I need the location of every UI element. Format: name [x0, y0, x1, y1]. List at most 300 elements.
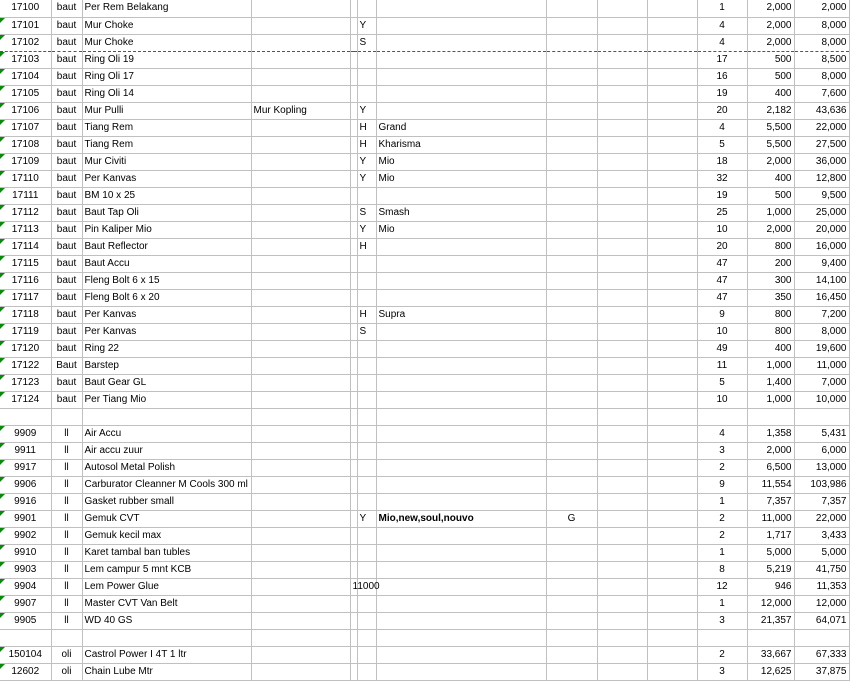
cell-total[interactable]: 36,000: [794, 153, 849, 170]
cell-unit-price[interactable]: 1,000: [747, 204, 794, 221]
cell-note[interactable]: [376, 85, 546, 102]
cell-empty[interactable]: [647, 612, 697, 629]
cell-quantity[interactable]: 3: [697, 663, 747, 680]
cell-item-name[interactable]: Fleng Bolt 6 x 20: [82, 289, 251, 306]
cell-extra[interactable]: [546, 289, 597, 306]
cell-flag[interactable]: Y: [357, 17, 376, 34]
cell-empty[interactable]: [647, 357, 697, 374]
cell-extra[interactable]: [597, 476, 647, 493]
cell-extra[interactable]: [597, 510, 647, 527]
cell-unit-price[interactable]: 11,000: [747, 510, 794, 527]
cell-note[interactable]: Smash: [376, 204, 546, 221]
cell-alias[interactable]: [251, 425, 350, 442]
cell-extra[interactable]: [597, 459, 647, 476]
cell-category[interactable]: baut: [51, 391, 82, 408]
cell-quantity[interactable]: 20: [697, 238, 747, 255]
cell-item-name[interactable]: Mur Choke: [82, 17, 251, 34]
cell-item-name[interactable]: WD 40 GS: [82, 612, 251, 629]
cell-total[interactable]: 43,636: [794, 102, 849, 119]
cell-category[interactable]: oli: [51, 663, 82, 680]
cell-code[interactable]: 17105: [0, 85, 51, 102]
cell-unit-price[interactable]: 500: [747, 51, 794, 68]
cell-empty[interactable]: [647, 459, 697, 476]
cell-price-input[interactable]: [350, 527, 357, 544]
cell-flag[interactable]: [357, 289, 376, 306]
cell-flag[interactable]: [357, 493, 376, 510]
cell-item-name[interactable]: BM 10 x 25: [82, 187, 251, 204]
cell-price-input[interactable]: [350, 238, 357, 255]
cell-unit-price[interactable]: 11,554: [747, 476, 794, 493]
cell-item-name[interactable]: Per Kanvas: [82, 323, 251, 340]
cell-unit-price[interactable]: 1,400: [747, 374, 794, 391]
cell-flag[interactable]: H: [357, 306, 376, 323]
cell-extra[interactable]: [597, 85, 647, 102]
cell-extra[interactable]: [597, 578, 647, 595]
cell-flag[interactable]: Y: [357, 510, 376, 527]
cell-extra[interactable]: [546, 85, 597, 102]
cell-quantity[interactable]: 10: [697, 323, 747, 340]
cell-alias[interactable]: [251, 153, 350, 170]
cell-flag[interactable]: S: [357, 204, 376, 221]
cell-unit-price[interactable]: 500: [747, 68, 794, 85]
cell-note[interactable]: Mio: [376, 170, 546, 187]
cell-extra[interactable]: [546, 238, 597, 255]
cell-total[interactable]: 64,071: [794, 612, 849, 629]
cell-unit-price[interactable]: 2,000: [747, 442, 794, 459]
cell-category[interactable]: ll: [51, 578, 82, 595]
cell-code[interactable]: 17100: [0, 0, 51, 17]
cell-extra[interactable]: [546, 391, 597, 408]
cell-price-input[interactable]: [350, 442, 357, 459]
cell-code[interactable]: 9901: [0, 510, 51, 527]
cell-alias[interactable]: [251, 629, 350, 646]
cell-quantity[interactable]: 47: [697, 272, 747, 289]
cell-note[interactable]: [376, 357, 546, 374]
cell-note[interactable]: Supra: [376, 306, 546, 323]
cell-extra[interactable]: [546, 272, 597, 289]
cell-extra[interactable]: G: [546, 510, 597, 527]
cell-quantity[interactable]: 2: [697, 527, 747, 544]
cell-unit-price[interactable]: 946: [747, 578, 794, 595]
cell-extra[interactable]: [597, 527, 647, 544]
cell-price-input[interactable]: [350, 0, 357, 17]
cell-alias[interactable]: [251, 459, 350, 476]
cell-extra[interactable]: [546, 408, 597, 425]
cell-total[interactable]: 37,875: [794, 663, 849, 680]
cell-total[interactable]: 13,000: [794, 459, 849, 476]
cell-extra[interactable]: [546, 612, 597, 629]
cell-code[interactable]: 17109: [0, 153, 51, 170]
cell-total[interactable]: 7,357: [794, 493, 849, 510]
cell-quantity[interactable]: 1: [697, 544, 747, 561]
cell-flag[interactable]: [357, 612, 376, 629]
cell-empty[interactable]: [647, 323, 697, 340]
cell-note[interactable]: [376, 17, 546, 34]
cell-flag[interactable]: [357, 425, 376, 442]
cell-alias[interactable]: [251, 323, 350, 340]
cell-unit-price[interactable]: 2,182: [747, 102, 794, 119]
cell-quantity[interactable]: 32: [697, 170, 747, 187]
cell-item-name[interactable]: Master CVT Van Belt: [82, 595, 251, 612]
cell-extra[interactable]: [597, 357, 647, 374]
cell-quantity[interactable]: 20: [697, 102, 747, 119]
cell-price-input[interactable]: [350, 459, 357, 476]
cell-category[interactable]: baut: [51, 323, 82, 340]
cell-alias[interactable]: [251, 272, 350, 289]
cell-empty[interactable]: [647, 221, 697, 238]
cell-extra[interactable]: [546, 306, 597, 323]
cell-extra[interactable]: [546, 255, 597, 272]
cell-note[interactable]: [376, 391, 546, 408]
cell-price-input[interactable]: [350, 102, 357, 119]
cell-item-name[interactable]: Barstep: [82, 357, 251, 374]
cell-empty[interactable]: [647, 578, 697, 595]
cell-category[interactable]: baut: [51, 272, 82, 289]
cell-empty[interactable]: [647, 119, 697, 136]
cell-category[interactable]: ll: [51, 493, 82, 510]
cell-total[interactable]: 25,000: [794, 204, 849, 221]
cell-total[interactable]: 12,800: [794, 170, 849, 187]
cell-note[interactable]: [376, 425, 546, 442]
cell-item-name[interactable]: Tiang Rem: [82, 136, 251, 153]
cell-category[interactable]: oli: [51, 646, 82, 663]
cell-extra[interactable]: [597, 561, 647, 578]
cell-flag[interactable]: [357, 544, 376, 561]
cell-quantity[interactable]: 3: [697, 442, 747, 459]
cell-quantity[interactable]: 8: [697, 561, 747, 578]
cell-empty[interactable]: [647, 391, 697, 408]
cell-note[interactable]: [376, 374, 546, 391]
cell-alias[interactable]: [251, 374, 350, 391]
cell-code[interactable]: 17111: [0, 187, 51, 204]
cell-code[interactable]: 17122: [0, 357, 51, 374]
cell-flag[interactable]: [357, 272, 376, 289]
cell-code[interactable]: 9916: [0, 493, 51, 510]
cell-extra[interactable]: [546, 476, 597, 493]
cell-item-name[interactable]: Pin Kaliper Mio: [82, 221, 251, 238]
cell-empty[interactable]: [647, 493, 697, 510]
cell-empty[interactable]: [647, 34, 697, 51]
cell-price-input[interactable]: [350, 119, 357, 136]
cell-category[interactable]: ll: [51, 442, 82, 459]
cell-extra[interactable]: [546, 221, 597, 238]
cell-alias[interactable]: [251, 408, 350, 425]
cell-price-input[interactable]: [350, 221, 357, 238]
cell-code[interactable]: 17117: [0, 289, 51, 306]
cell-unit-price[interactable]: 2,000: [747, 17, 794, 34]
cell-flag[interactable]: [357, 357, 376, 374]
cell-note[interactable]: [376, 663, 546, 680]
cell-total[interactable]: 5,431: [794, 425, 849, 442]
cell-extra[interactable]: [546, 102, 597, 119]
cell-quantity[interactable]: 9: [697, 476, 747, 493]
cell-price-input[interactable]: [350, 374, 357, 391]
cell-extra[interactable]: [597, 663, 647, 680]
cell-extra[interactable]: [546, 204, 597, 221]
cell-empty[interactable]: [647, 289, 697, 306]
cell-extra[interactable]: [546, 357, 597, 374]
cell-alias[interactable]: [251, 68, 350, 85]
cell-category[interactable]: ll: [51, 612, 82, 629]
cell-code[interactable]: 17115: [0, 255, 51, 272]
cell-extra[interactable]: [597, 204, 647, 221]
cell-unit-price[interactable]: 33,667: [747, 646, 794, 663]
cell-code[interactable]: 17118: [0, 306, 51, 323]
cell-extra[interactable]: [546, 51, 597, 68]
cell-category[interactable]: [51, 629, 82, 646]
cell-extra[interactable]: [597, 442, 647, 459]
cell-category[interactable]: baut: [51, 374, 82, 391]
cell-total[interactable]: 7,200: [794, 306, 849, 323]
cell-item-name[interactable]: Per Tiang Mio: [82, 391, 251, 408]
cell-note[interactable]: [376, 476, 546, 493]
cell-quantity[interactable]: 19: [697, 85, 747, 102]
cell-unit-price[interactable]: 400: [747, 170, 794, 187]
cell-alias[interactable]: [251, 51, 350, 68]
cell-extra[interactable]: [546, 544, 597, 561]
cell-code[interactable]: 9903: [0, 561, 51, 578]
cell-unit-price[interactable]: 800: [747, 306, 794, 323]
cell-quantity[interactable]: 12: [697, 578, 747, 595]
cell-item-name[interactable]: Mur Civiti: [82, 153, 251, 170]
cell-price-input[interactable]: [350, 136, 357, 153]
cell-empty[interactable]: [647, 629, 697, 646]
cell-unit-price[interactable]: 5,219: [747, 561, 794, 578]
cell-extra[interactable]: [597, 374, 647, 391]
cell-quantity[interactable]: 2: [697, 510, 747, 527]
cell-note[interactable]: [376, 289, 546, 306]
cell-extra[interactable]: [597, 255, 647, 272]
cell-code[interactable]: 17116: [0, 272, 51, 289]
cell-item-name[interactable]: Carburator Cleanner M Cools 300 ml: [82, 476, 251, 493]
cell-price-input[interactable]: [350, 272, 357, 289]
cell-extra[interactable]: [546, 17, 597, 34]
cell-unit-price[interactable]: 12,625: [747, 663, 794, 680]
cell-extra[interactable]: [597, 170, 647, 187]
cell-total[interactable]: [794, 408, 849, 425]
cell-extra[interactable]: [597, 544, 647, 561]
cell-item-name[interactable]: Baut Tap Oli: [82, 204, 251, 221]
cell-quantity[interactable]: 9: [697, 306, 747, 323]
cell-quantity[interactable]: [697, 408, 747, 425]
cell-category[interactable]: baut: [51, 0, 82, 17]
cell-price-input[interactable]: [350, 646, 357, 663]
cell-extra[interactable]: [597, 238, 647, 255]
cell-code[interactable]: 17101: [0, 17, 51, 34]
cell-category[interactable]: ll: [51, 425, 82, 442]
cell-extra[interactable]: [597, 136, 647, 153]
cell-extra[interactable]: [597, 102, 647, 119]
cell-unit-price[interactable]: 1,000: [747, 391, 794, 408]
cell-flag[interactable]: [357, 187, 376, 204]
cell-alias[interactable]: [251, 476, 350, 493]
cell-empty[interactable]: [647, 306, 697, 323]
cell-extra[interactable]: [546, 663, 597, 680]
cell-extra[interactable]: [546, 0, 597, 17]
cell-extra[interactable]: [597, 68, 647, 85]
cell-empty[interactable]: [647, 646, 697, 663]
cell-item-name[interactable]: Lem Power Glue: [82, 578, 251, 595]
cell-unit-price[interactable]: 500: [747, 187, 794, 204]
cell-unit-price[interactable]: 6,500: [747, 459, 794, 476]
cell-flag[interactable]: [357, 663, 376, 680]
cell-total[interactable]: 8,000: [794, 34, 849, 51]
cell-category[interactable]: baut: [51, 51, 82, 68]
cell-note[interactable]: [376, 544, 546, 561]
cell-flag[interactable]: [357, 476, 376, 493]
cell-extra[interactable]: [546, 119, 597, 136]
cell-extra[interactable]: [546, 187, 597, 204]
cell-category[interactable]: Baut: [51, 357, 82, 374]
cell-empty[interactable]: [647, 442, 697, 459]
cell-extra[interactable]: [546, 459, 597, 476]
cell-alias[interactable]: [251, 442, 350, 459]
cell-code[interactable]: 17102: [0, 34, 51, 51]
cell-price-input[interactable]: [350, 425, 357, 442]
cell-quantity[interactable]: [697, 629, 747, 646]
cell-unit-price[interactable]: 2,000: [747, 34, 794, 51]
cell-extra[interactable]: [597, 646, 647, 663]
cell-item-name[interactable]: Chain Lube Mtr: [82, 663, 251, 680]
cell-category[interactable]: baut: [51, 204, 82, 221]
cell-quantity[interactable]: 10: [697, 391, 747, 408]
cell-note[interactable]: [376, 0, 546, 17]
cell-price-input[interactable]: [350, 187, 357, 204]
cell-flag[interactable]: [357, 646, 376, 663]
cell-alias[interactable]: [251, 510, 350, 527]
cell-alias[interactable]: [251, 0, 350, 17]
cell-extra[interactable]: [546, 425, 597, 442]
cell-code[interactable]: 17114: [0, 238, 51, 255]
cell-category[interactable]: [51, 408, 82, 425]
cell-flag[interactable]: [357, 340, 376, 357]
cell-alias[interactable]: [251, 544, 350, 561]
cell-flag[interactable]: [357, 85, 376, 102]
cell-category[interactable]: baut: [51, 221, 82, 238]
cell-code[interactable]: 9906: [0, 476, 51, 493]
cell-code[interactable]: 9902: [0, 527, 51, 544]
cell-empty[interactable]: [647, 136, 697, 153]
cell-total[interactable]: 10,000: [794, 391, 849, 408]
cell-category[interactable]: ll: [51, 510, 82, 527]
cell-code[interactable]: 17113: [0, 221, 51, 238]
cell-code[interactable]: 9917: [0, 459, 51, 476]
cell-quantity[interactable]: 49: [697, 340, 747, 357]
cell-flag[interactable]: Y: [357, 102, 376, 119]
cell-unit-price[interactable]: 800: [747, 323, 794, 340]
cell-extra[interactable]: [546, 493, 597, 510]
cell-alias[interactable]: [251, 306, 350, 323]
cell-note[interactable]: [376, 68, 546, 85]
cell-code[interactable]: 17119: [0, 323, 51, 340]
cell-code[interactable]: 17106: [0, 102, 51, 119]
cell-flag[interactable]: [357, 374, 376, 391]
cell-price-input[interactable]: [350, 510, 357, 527]
cell-item-name[interactable]: Per Kanvas: [82, 170, 251, 187]
cell-price-input[interactable]: [350, 340, 357, 357]
cell-total[interactable]: 9,400: [794, 255, 849, 272]
cell-extra[interactable]: [597, 493, 647, 510]
cell-extra[interactable]: [597, 612, 647, 629]
cell-note[interactable]: [376, 51, 546, 68]
cell-empty[interactable]: [647, 272, 697, 289]
cell-empty[interactable]: [647, 102, 697, 119]
cell-flag[interactable]: [357, 527, 376, 544]
cell-extra[interactable]: [597, 119, 647, 136]
cell-unit-price[interactable]: [747, 408, 794, 425]
cell-empty[interactable]: [647, 238, 697, 255]
cell-alias[interactable]: [251, 255, 350, 272]
cell-price-input[interactable]: [350, 663, 357, 680]
cell-note[interactable]: [376, 629, 546, 646]
cell-alias[interactable]: [251, 578, 350, 595]
cell-extra[interactable]: [546, 578, 597, 595]
cell-flag[interactable]: S: [357, 34, 376, 51]
cell-extra[interactable]: [597, 340, 647, 357]
cell-empty[interactable]: [647, 425, 697, 442]
cell-flag[interactable]: [357, 629, 376, 646]
cell-total[interactable]: 8,500: [794, 51, 849, 68]
cell-price-input[interactable]: [350, 204, 357, 221]
cell-extra[interactable]: [546, 68, 597, 85]
cell-extra[interactable]: [546, 595, 597, 612]
cell-total[interactable]: 41,750: [794, 561, 849, 578]
cell-total[interactable]: 5,000: [794, 544, 849, 561]
cell-total[interactable]: 11,000: [794, 357, 849, 374]
cell-price-input[interactable]: 11000: [350, 578, 357, 595]
cell-alias[interactable]: [251, 136, 350, 153]
cell-item-name[interactable]: Gemuk kecil max: [82, 527, 251, 544]
cell-item-name[interactable]: Gemuk CVT: [82, 510, 251, 527]
cell-alias[interactable]: [251, 119, 350, 136]
cell-extra[interactable]: [597, 323, 647, 340]
cell-extra[interactable]: [546, 170, 597, 187]
cell-note[interactable]: [376, 272, 546, 289]
cell-empty[interactable]: [647, 68, 697, 85]
cell-unit-price[interactable]: 300: [747, 272, 794, 289]
cell-total[interactable]: 11,353: [794, 578, 849, 595]
cell-unit-price[interactable]: 1,717: [747, 527, 794, 544]
cell-total[interactable]: [794, 629, 849, 646]
cell-item-name[interactable]: Baut Gear GL: [82, 374, 251, 391]
cell-alias[interactable]: [251, 204, 350, 221]
cell-price-input[interactable]: [350, 153, 357, 170]
cell-unit-price[interactable]: 7,357: [747, 493, 794, 510]
cell-note[interactable]: [376, 187, 546, 204]
cell-price-input[interactable]: [350, 544, 357, 561]
cell-category[interactable]: baut: [51, 34, 82, 51]
cell-extra[interactable]: [546, 153, 597, 170]
cell-price-input[interactable]: [350, 323, 357, 340]
cell-flag[interactable]: H: [357, 238, 376, 255]
cell-item-name[interactable]: Gasket rubber small: [82, 493, 251, 510]
cell-code[interactable]: 9904: [0, 578, 51, 595]
cell-note[interactable]: [376, 527, 546, 544]
cell-alias[interactable]: [251, 85, 350, 102]
cell-code[interactable]: [0, 408, 51, 425]
cell-quantity[interactable]: 1: [697, 493, 747, 510]
cell-category[interactable]: baut: [51, 119, 82, 136]
cell-empty[interactable]: [647, 527, 697, 544]
cell-empty[interactable]: [647, 561, 697, 578]
cell-empty[interactable]: [647, 187, 697, 204]
cell-total[interactable]: 16,450: [794, 289, 849, 306]
cell-note[interactable]: [376, 34, 546, 51]
cell-unit-price[interactable]: 2,000: [747, 0, 794, 17]
cell-category[interactable]: baut: [51, 17, 82, 34]
cell-total[interactable]: 14,100: [794, 272, 849, 289]
cell-code[interactable]: 150104: [0, 646, 51, 663]
